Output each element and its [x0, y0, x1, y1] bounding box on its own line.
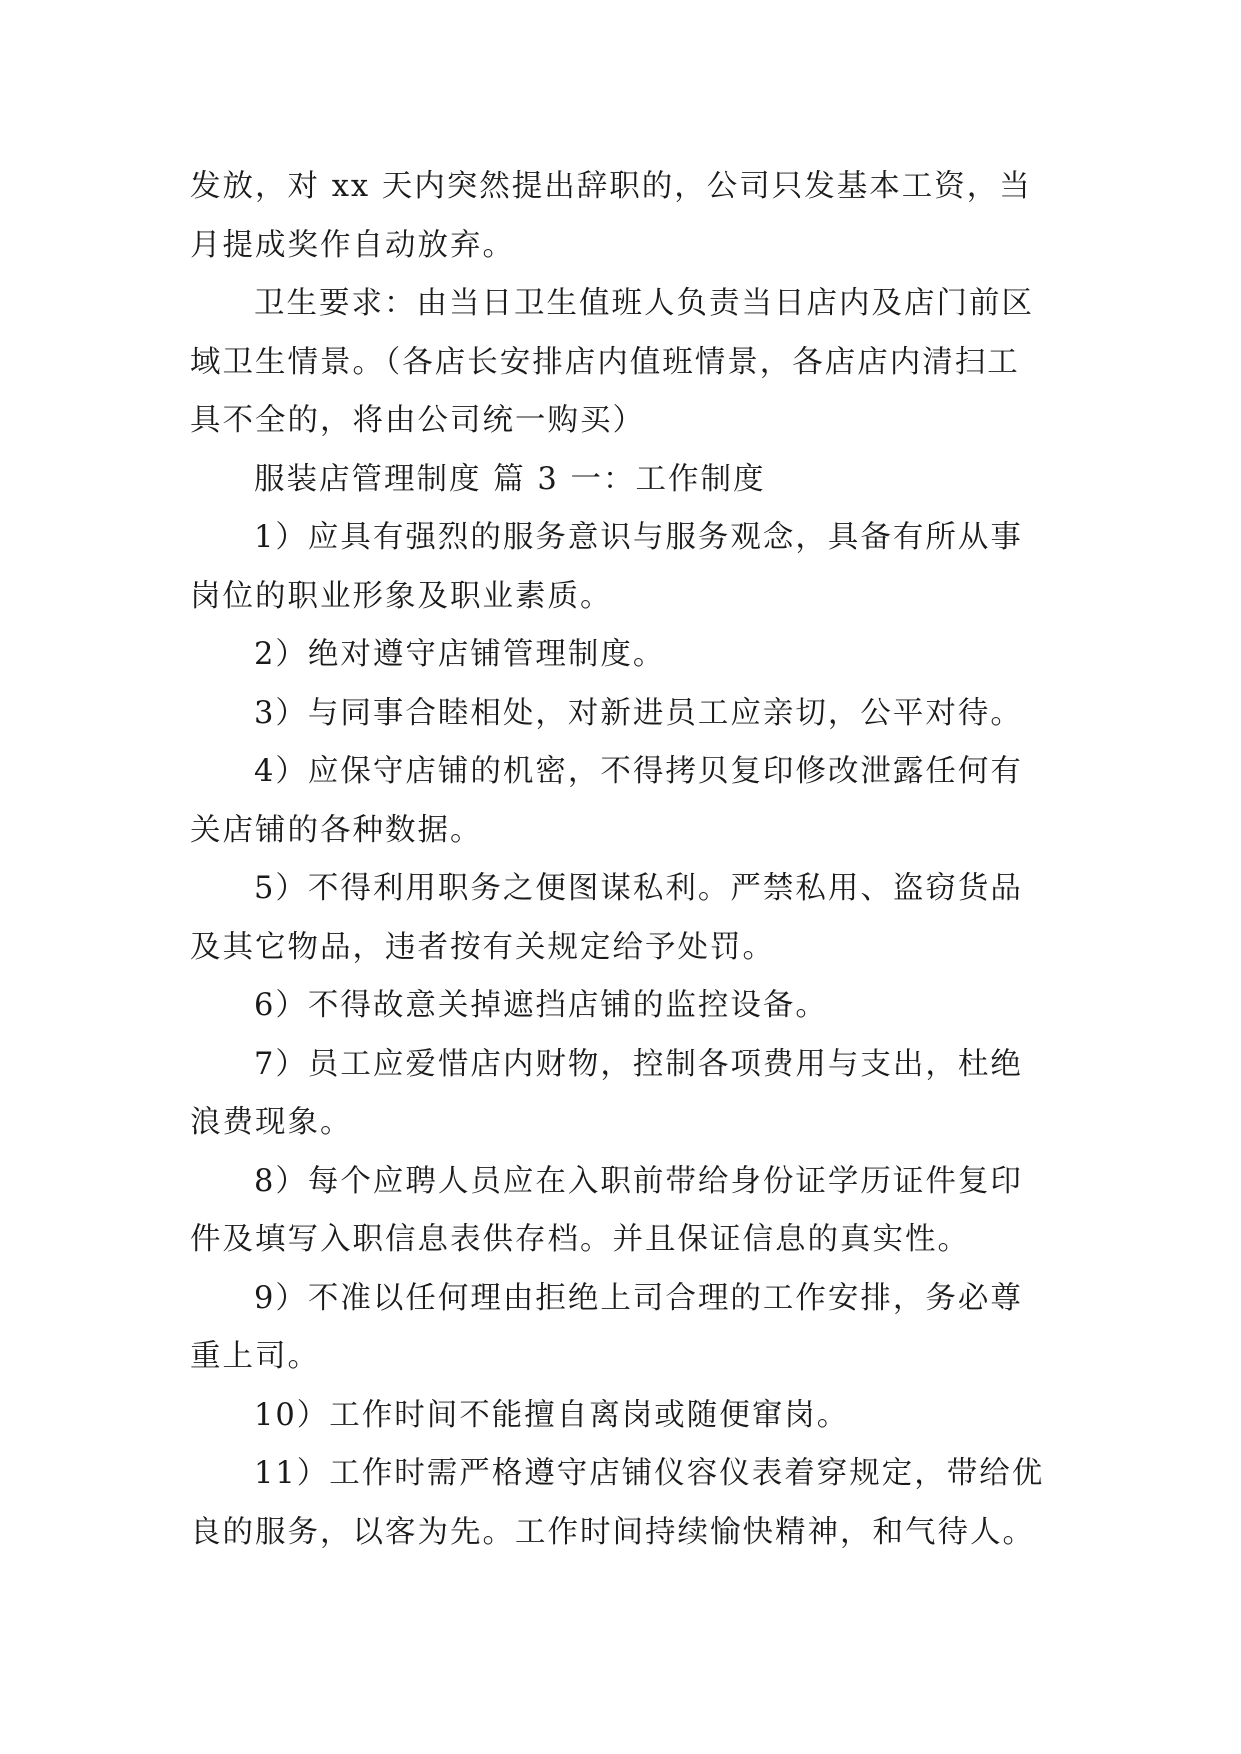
text-line: 4）应保守店铺的机密，不得拷贝复印修改泄露任何有 — [254, 754, 1023, 789]
text-line: 卫生要求：由当日卫生值班人负责当日店内及店门前区 — [254, 286, 1034, 321]
text-line: 发放，对 xx 天内突然提出辞职的，公司只发基本工资，当 — [190, 169, 1032, 204]
text-line: 重上司。 — [190, 1339, 320, 1374]
text-line: 良的服务，以客为先。工作时间持续愉快精神，和气待人。 — [190, 1514, 1035, 1550]
text-line: 5）不得利用职务之便图谋私利。严禁私用、盗窃货品 — [254, 871, 1023, 906]
text-line: 8）每个应聘人员应在入职前带给身份证学历证件复印 — [254, 1163, 1023, 1199]
text-line: 浪费现象。 — [190, 1105, 353, 1140]
text-line: 及其它物品，违者按有关规定给予处罚。 — [190, 929, 775, 965]
text-line: 2）绝对遵守店铺管理制度。 — [254, 637, 666, 672]
text-line: 服装店管理制度 篇 3 一：工作制度 — [254, 461, 766, 497]
text-line: 关店铺的各种数据。 — [190, 812, 483, 848]
text-line: 10）工作时间不能擅自离岗或随便窜岗。 — [254, 1397, 850, 1433]
text-line: 1）应具有强烈的服务意识与服务观念，具备有所从事 — [254, 520, 1023, 555]
text-line: 7）员工应爱惜店内财物，控制各项费用与支出，杜绝 — [254, 1046, 1023, 1082]
text-line: 月提成奖作自动放弃。 — [190, 227, 515, 263]
text-line: 11）工作时需严格遵守店铺仪容仪表着穿规定，带给优 — [254, 1456, 1045, 1491]
text-line: 岗位的职业形象及职业素质。 — [190, 578, 613, 614]
text-line: 具不全的，将由公司统一购买） — [190, 403, 645, 438]
text-line: 9）不准以任何理由拒绝上司合理的工作安排，务必尊 — [254, 1280, 1023, 1316]
document-body — [190, 158, 1070, 1562]
text-line: 3）与同事合睦相处，对新进员工应亲切，公平对待。 — [254, 695, 1023, 731]
text-line: 域卫生情景。（各店长安排店内值班情景，各店店内清扫工 — [190, 344, 1020, 380]
text-line: 6）不得故意关掉遮挡店铺的监控设备。 — [254, 988, 828, 1023]
text-line: 件及填写入职信息表供存档。并且保证信息的真实性。 — [190, 1222, 970, 1257]
